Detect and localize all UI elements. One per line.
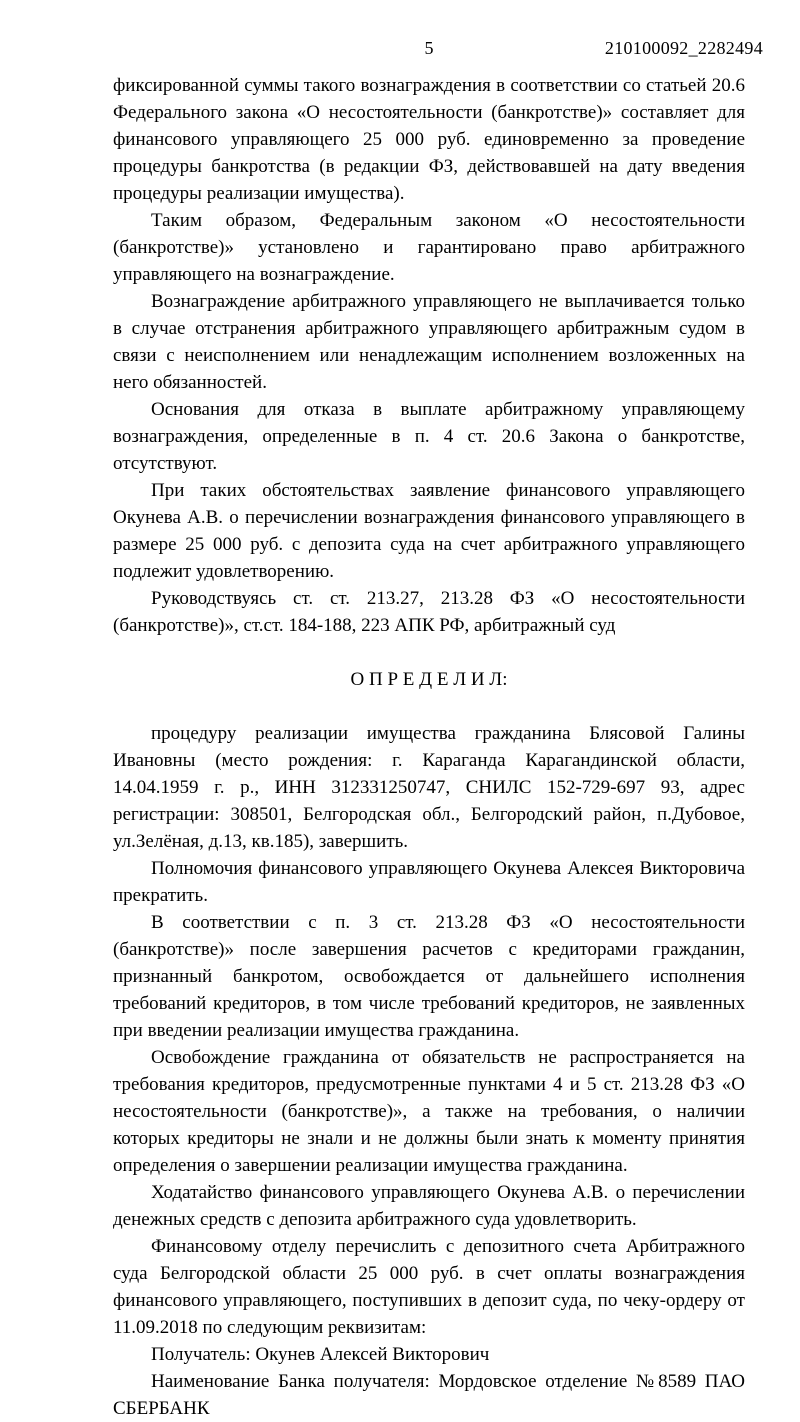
paragraph-ruling: Освобождение гражданина от обязательств не распространяется на требования кредиторов, предусмотренные пунктами 4 и 5 ст. 213.28 ФЗ «О несостоятельности (банкротстве)», а также на требования, о наличии которых кредиторы не знали и не должны были знать к моменту принятия определения о завершении реализации имущества гражданина. bbox=[113, 1047, 745, 1176]
paragraph-ruling: Полномочия финансового управляющего Окунева Алексея Викторовича прекратить. bbox=[113, 858, 745, 906]
paragraph: Вознаграждение арбитражного управляющего не выплачивается только в случае отстранения арбитражного управляющего арбитражным судом в связи с неисполнением или ненадлежащим исполнением возложенных на него обязанностей. bbox=[113, 291, 745, 393]
document-content bbox=[113, 72, 745, 1422]
paragraph-continuation: фиксированной суммы такого вознаграждения в соответствии со статьей 20.6 Федерального закона «О несостоятельности (банкротстве)» составляет для финансового управляющего 25 000 руб. единовременно за проведение процедуры банкротства (в редакции ФЗ, действовавшей на дату введения процедуры реализации имущества). bbox=[113, 75, 745, 204]
paragraph-preamble: Руководствуясь ст. ст. 213.27, 213.28 ФЗ «О несостоятельности (банкротстве)», ст.ст. 184-188, 223 АПК РФ, арбитражный суд bbox=[113, 588, 745, 636]
page-header bbox=[0, 0, 800, 58]
paragraph-ruling: В соответствии с п. 3 ст. 213.28 ФЗ «О несостоятельности (банкротстве)» после завершения расчетов с кредиторами гражданин, признанный банкротом, освобождается от дальнейшего исполнения требований кредиторов, в том числе требований кредиторов, не заявленных при введении реализации имущества гражданина. bbox=[113, 912, 745, 1041]
paragraph-ruling: процедуру реализации имущества гражданина Блясовой Галины Ивановны (место рождения: г. Караганда Карагандинской области, 14.04.1959 г. р., ИНН 312331250747, СНИЛС 152-729-697 93, адрес регистрации: 308501, Белгородская обл., Белгородский район, п.Дубовое, ул.Зелёная, д.13, кв.185), завершить. bbox=[113, 723, 745, 852]
paragraph-recipient: Получатель: Окунев Алексей Викторович bbox=[151, 1344, 490, 1365]
document-id: 210100092_2282494 bbox=[604, 38, 763, 58]
page-number: 5 bbox=[424, 38, 434, 58]
ruling-heading: О П Р Е Д Е Л И Л: bbox=[350, 669, 508, 690]
paragraph: Таким образом, Федеральным законом «О несостоятельности (банкротстве)» установлено и гарантировано право арбитражного управляющего на вознаграждение. bbox=[113, 210, 745, 285]
paragraph-bank-name: Наименование Банка получателя: Мордовское отделение №8589 ПАО СБЕРБАНК bbox=[113, 1371, 745, 1419]
paragraph: При таких обстоятельствах заявление финансового управляющего Окунева А.В. о перечислении вознаграждения финансового управляющего в размере 25 000 руб. с депозита суда на счет арбитражного управляющего подлежит удовлетворению. bbox=[113, 480, 745, 582]
paragraph-ruling: Финансовому отделу перечислить с депозитного счета Арбитражного суда Белгородской области 25 000 руб. в счет оплаты вознаграждения финансового управляющего, поступивших в депозит суда, по чеку-ордеру от 11.09.2018 по следующим реквизитам: bbox=[113, 1236, 745, 1338]
paragraph-ruling: Ходатайство финансового управляющего Окунева А.В. о перечислении денежных средств с депозита арбитражного суда удовлетворить. bbox=[113, 1182, 745, 1230]
paragraph: Основания для отказа в выплате арбитражному управляющему вознаграждения, определенные в п. 4 ст. 20.6 Закона о банкротстве, отсутствуют. bbox=[113, 399, 745, 474]
